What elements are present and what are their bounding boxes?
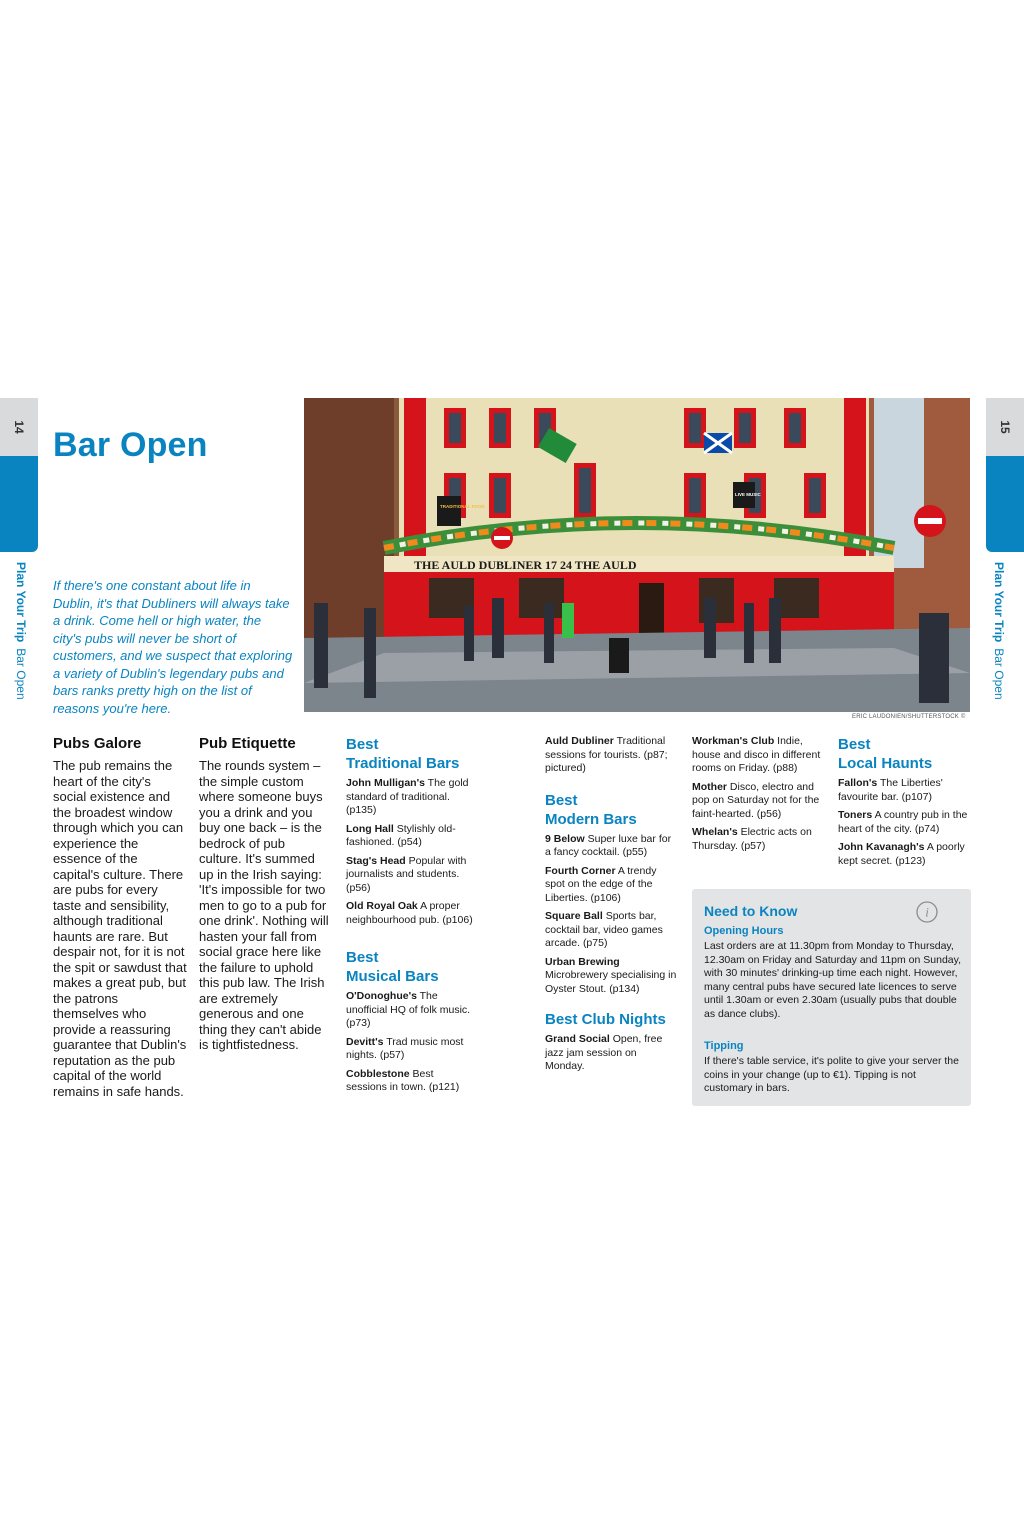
list-item: Mother Disco, electro and pop on Saturday not for the faint-hearted. (p56) [692, 780, 820, 820]
pub-sign-music: LIVE MUSIC [735, 492, 761, 497]
right-side-chapter: Bar Open [992, 648, 1006, 700]
right-side-section: Plan Your Trip [992, 562, 1006, 643]
pub-etiquette-heading: Pub Etiquette [199, 735, 296, 752]
tipping-heading: Tipping [704, 1040, 744, 1052]
left-page-number: 14 [12, 420, 26, 434]
traditional-bars-section [346, 735, 476, 932]
list-item: Auld Dubliner Traditional sessions for tourists. (p87; pictured) [545, 735, 668, 774]
opening-hours-text: Last orders are at 11.30pm from Monday to Thursday, 12.30am on Friday and Saturday and 11pm on Sunday, with 30 minutes' drinking-up time each night. However, many central pubs have secured late licences to serve until 1.30am or even 2.30am (usually pubs that double as dance clubs). [704, 940, 962, 1020]
club-nights-list [545, 1033, 679, 1074]
info-icon [916, 901, 938, 923]
pub-sign-text: THE AULD DUBLINER 17 24 THE AULD [414, 558, 637, 572]
list-item: John Mulligan's The gold standard of traditional. (p135) [346, 777, 469, 816]
right-side-label [992, 562, 1006, 700]
more-clubs-column [692, 735, 826, 858]
pub-photo [304, 398, 970, 712]
traditional-bars-heading: Best Traditional Bars [346, 736, 460, 772]
list-item: Fourth Corner A trendy spot on the edge of the Liberties. (p106) [545, 864, 657, 904]
pubs-galore-text: The pub remains the heart of the city's social existence and the broadest window through which you can experience the essence of the capital's culture. There are pubs for every taste and sensibility, although traditional haunts are rare. But despair not, for it is not the spit or sawdust that makes a great pub, but the patrons themselves who provide a reassuring guarantee that Dublin's reputation as the pub capital of the world remains in safe hands. [53, 758, 187, 1099]
list-item: Stag's Head Popular with journalists and students. (p56) [346, 854, 467, 894]
musical-bars-list [346, 990, 476, 1095]
pubs-galore-heading: Pubs Galore [53, 735, 142, 752]
list-item: Toners A country pub in the heart of the city. (p74) [838, 809, 968, 835]
list-item: O'Donoghue's The unofficial HQ of folk music. (p73) [346, 990, 471, 1029]
pub-sign-food: TRADITIONAL FOOD [440, 504, 485, 509]
list-item: Urban Brewing Microbrewery specialising in Oyster Stout. (p134) [545, 955, 677, 995]
modern-bars-heading: Best Modern Bars [545, 791, 637, 828]
tipping-text: If there's table service, it's polite to give your server the coins in your change (up to €1). Tipping is not customary in bars. [704, 1055, 959, 1095]
musical-bars-heading: Best Musical Bars [346, 949, 439, 985]
list-item: Workman's Club Indie, house and disco in different rooms on Friday. (p88) [692, 735, 821, 774]
musical-bars-section [346, 948, 476, 1100]
right-chapter-tab [986, 456, 1024, 552]
left-side-chapter: Bar Open [14, 648, 28, 700]
traditional-bars-list [346, 777, 476, 927]
left-side-label [14, 562, 28, 700]
list-item: Cobblestone Best sessions in town. (p121) [346, 1067, 460, 1093]
need-to-know-heading: Need to Know [704, 903, 798, 919]
list-item: Fallon's The Liberties' favourite bar. (p107) [838, 777, 943, 803]
list-item: 9 Below Super luxe bar for a fancy cocktail. (p55) [545, 832, 672, 858]
info-icon-svg [916, 901, 938, 923]
pub-etiquette-text: The rounds system – the simple custom where someone buys you a drink and you buy one back – is the bedrock of pub culture. It's summed up in the Irish saying: 'It's impossible for two men to go to a pub for one drink'. Nothing will hasten your fall from social grace here like the failure to uphold this pub law. The Irish are extremely generous and one thing they can't abide is tightfistedness. [199, 758, 329, 1052]
need-to-know-box [692, 889, 971, 1106]
list-item: John Kavanagh's A poorly kept secret. (p123) [838, 841, 965, 867]
list-item: Whelan's Electric acts on Thursday. (p57) [692, 826, 812, 852]
local-haunts-heading: Best Local Haunts [838, 736, 933, 772]
modern-column [545, 735, 679, 1079]
list-item: Square Ball Sports bar, cocktail bar, video games arcade. (p75) [545, 910, 663, 949]
club-nights-heading: Best Club Nights [545, 1011, 666, 1028]
opening-hours-heading: Opening Hours [704, 925, 784, 937]
modern-bars-list [545, 833, 679, 997]
local-haunts-section [838, 735, 970, 873]
list-item: Grand Social Open, free jazz jam session on Monday. [545, 1033, 663, 1072]
pub-photo-illustration [304, 398, 970, 712]
right-page-number: 15 [998, 420, 1012, 434]
left-side-section: Plan Your Trip [14, 562, 28, 643]
left-chapter-tab [0, 456, 38, 552]
svg-text:i: i [925, 904, 929, 920]
list-item: Long Hall Stylishly old-fashioned. (p54) [346, 822, 456, 848]
list-item: Old Royal Oak A proper neighbourhood pub. (p106) [346, 900, 473, 926]
intro-paragraph: If there's one constant about life in Dublin, it's that Dubliners will always take a drink. Come hell or high water, the city's pubs will never be short of customers, and we suspect that exploring a variety of Dublin's legendary pubs and bars ranks pretty high on the list of reasons you're here. [53, 578, 293, 716]
list-item: Devitt's Trad music most nights. (p57) [346, 1035, 464, 1061]
page-title: Bar Open [53, 426, 208, 464]
local-haunts-list [838, 777, 970, 868]
photo-credit: ERIC LAUDONIEN/SHUTTERSTOCK © [852, 714, 966, 720]
